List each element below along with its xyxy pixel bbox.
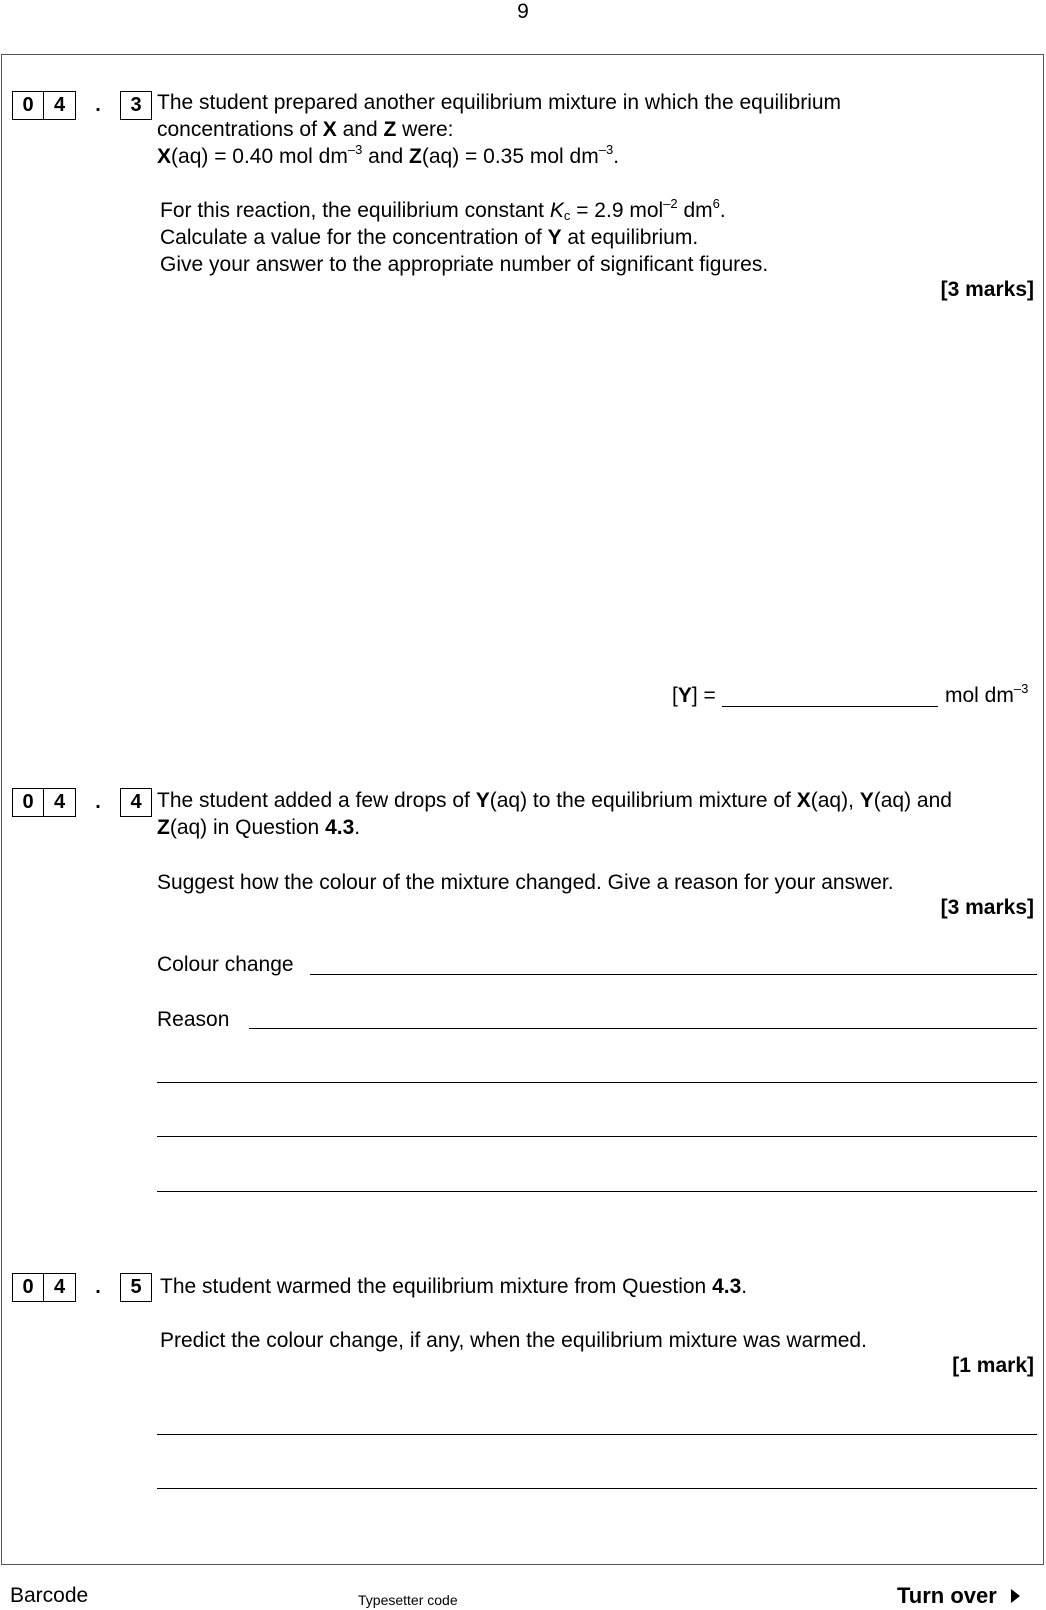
q43-answer-line[interactable] (722, 706, 938, 707)
dot: . (95, 94, 101, 116)
colour-change-label: Colour change (157, 953, 294, 976)
barcode-label: Barcode (10, 1584, 89, 1607)
q43-marks: [3 marks] (940, 278, 1034, 301)
typesetter-code-label: Typesetter code (358, 1592, 458, 1608)
q45-marks: [1 mark] (952, 1354, 1034, 1377)
digit: 5 (120, 1273, 152, 1302)
arrow-right-icon (1011, 1589, 1020, 1603)
turn-over (897, 1583, 1020, 1609)
colour-change-line[interactable] (310, 974, 1037, 975)
q43-line-2: concentrations of X and Z were: (157, 118, 454, 141)
q43-line-6: Give your answer to the appropriate number of significant figures. (160, 253, 769, 276)
q43-answer-unit: mol $dm^{-3}$ (945, 681, 1029, 707)
q45-line-2: Predict the colour change, if any, when the equilibrium mixture was warmed. (160, 1329, 867, 1352)
digit: 0 (12, 1273, 44, 1302)
q44-line-3: Suggest how the colour of the mixture changed. Give a reason for your answer. (157, 871, 894, 894)
q44-marks: [3 marks] (940, 896, 1034, 919)
answer-line[interactable] (157, 1434, 1037, 1435)
q43-line-1: The student prepared another equilibrium mixture in which the equilibrium (157, 91, 842, 114)
q43-line-5: Calculate a value for the concentration of Y at equilibrium. (160, 226, 699, 249)
digit: 4 (120, 788, 152, 817)
digit: 4 (44, 1273, 76, 1302)
digit: 0 (12, 788, 44, 817)
q43-line-3: X(aq) = 0.40 mol $dm^{-3}$ and Z(aq) = 0.35 mol $dm^{-3}$. (157, 142, 620, 168)
q43-line-4: For this reaction, the equilibrium constant $K_c = 2.9$ mol$^{-2}$ $dm^6$. (160, 196, 726, 223)
answer-line[interactable] (157, 1488, 1037, 1489)
digit: 0 (12, 91, 44, 120)
answer-line[interactable] (157, 1082, 1037, 1083)
reason-line[interactable] (249, 1028, 1037, 1029)
question-number-4-5 (12, 1273, 152, 1302)
digit: 4 (44, 91, 76, 120)
question-number-4-4 (12, 788, 152, 817)
dot: . (95, 1276, 101, 1298)
digit: 4 (44, 788, 76, 817)
answer-line[interactable] (157, 1191, 1037, 1192)
reason-label: Reason (157, 1008, 230, 1031)
digit: 3 (120, 91, 152, 120)
dot: . (95, 791, 101, 813)
q44-line-2: Z(aq) in Question 4.3. (157, 816, 361, 839)
q45-line-1: The student warmed the equilibrium mixture from Question 4.3. (160, 1275, 748, 1298)
turn-over-label: Turn over (897, 1583, 997, 1608)
answer-line[interactable] (157, 1136, 1037, 1137)
page-number: 9 (517, 0, 529, 23)
q43-answer-label: [Y] = (672, 684, 716, 707)
q44-line-1: The student added a few drops of Y(aq) to the equilibrium mixture of X(aq), Y(aq) and (157, 789, 952, 812)
question-number-4-3 (12, 91, 152, 120)
